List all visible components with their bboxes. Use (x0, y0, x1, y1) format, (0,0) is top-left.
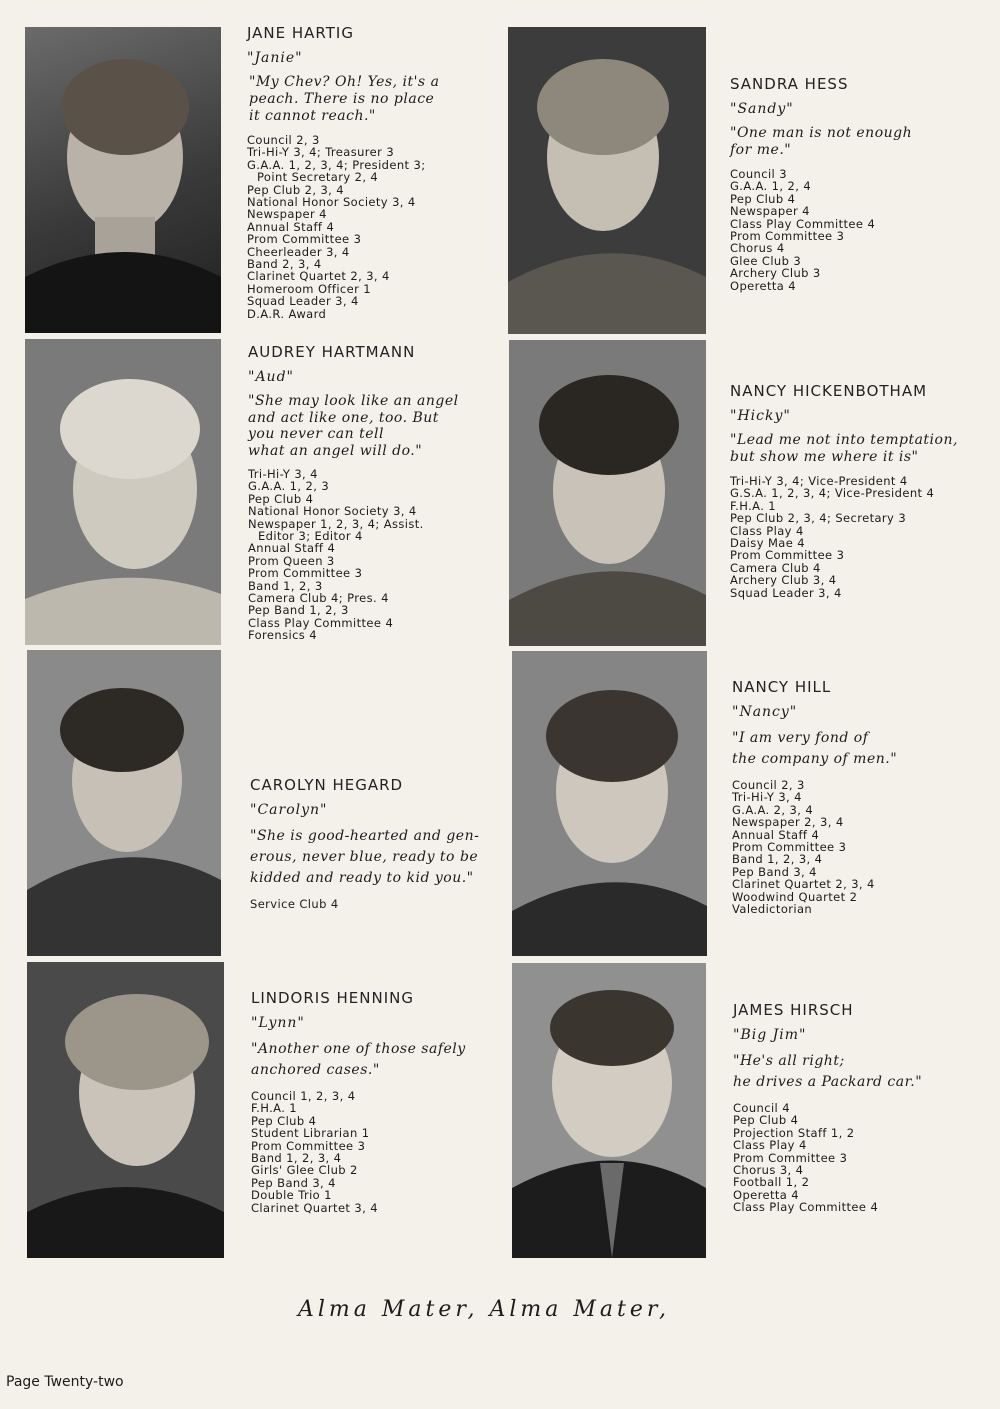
activity-item: G.A.A. 2, 3, 4 (732, 802, 814, 817)
activity-item: Class Play 4 (733, 1138, 807, 1153)
activity-item: Class Play Committee 4 (248, 615, 394, 630)
activities-list (730, 168, 980, 292)
activity-item: Clarinet Quartet 3, 4 (251, 1200, 378, 1215)
activity-item: Projection Staff 1, 2 (733, 1125, 855, 1140)
activity-item: Valedictorian (732, 902, 813, 917)
activity-item: Glee Club 3 (730, 253, 802, 268)
activity-item: Newspaper 4 (247, 207, 327, 222)
activity-item: Tri-Hi-Y 3, 4; Treasurer 3 (247, 145, 395, 160)
activity-item: F.H.A. 1 (730, 498, 777, 513)
activities-list (732, 779, 982, 915)
activity-item: Pep Band 3, 4 (251, 1175, 336, 1190)
portrait-silhouette (512, 963, 706, 1258)
student-entry-nancy-hill (732, 678, 982, 915)
activity-item: Newspaper 1, 2, 3, 4; Assist. (248, 516, 424, 531)
portrait-silhouette (25, 27, 221, 333)
activity-item: Cheerleader 3, 4 (247, 244, 350, 259)
portrait-silhouette (25, 339, 221, 645)
activity-item: Camera Club 4; Pres. 4 (248, 591, 389, 606)
page-number: Page Twenty-two (6, 1374, 124, 1390)
activity-item: Tri-Hi-Y 3, 4; Vice-President 4 (730, 474, 908, 488)
activities-list (251, 1090, 501, 1214)
portrait-nancy-hill (512, 651, 707, 956)
activity-item: F.H.A. 1 (251, 1101, 298, 1116)
portrait-carolyn-hegard (27, 650, 221, 956)
activity-item: Prom Queen 3 (248, 553, 335, 568)
student-entry-sandra-hess (730, 75, 980, 292)
activity-item: Annual Staff 4 (247, 219, 335, 234)
activity-item: Archery Club 3 (730, 266, 821, 281)
activity-item: G.A.A. 1, 2, 4 (730, 179, 812, 194)
student-entry-carolyn-hegard (250, 776, 500, 910)
student-name: AUDREY HARTMANN (248, 343, 416, 361)
portrait-audrey-hartmann (25, 339, 221, 645)
activity-item: Council 1, 2, 3, 4 (251, 1089, 356, 1103)
student-quote: "She may look like an angel and act like one, too. But you never can tell what an angel will do." (248, 393, 459, 459)
student-name: NANCY HILL (732, 678, 832, 696)
activities-list (733, 1102, 983, 1214)
activity-item: G.A.A. 1, 2, 3 (248, 479, 330, 494)
portrait-jane-hartig (25, 27, 221, 333)
student-nickname: "Big Jim" (733, 1027, 807, 1043)
activity-item: Council 4 (733, 1101, 790, 1115)
activity-item: Clarinet Quartet 2, 3, 4 (732, 877, 875, 892)
activity-item: Chorus 3, 4 (733, 1163, 804, 1178)
activity-item: Pep Club 4 (730, 191, 796, 206)
activity-item: Band 1, 2, 3, 4 (732, 852, 823, 867)
activity-item: Class Play Committee 4 (730, 216, 876, 231)
student-quote: "He's all right; he drives a Packard car." (733, 1053, 923, 1090)
activities-list (250, 898, 500, 910)
student-nickname: "Nancy" (732, 704, 798, 720)
activity-item: Council 2, 3 (247, 133, 320, 147)
activity-item: Prom Committee 3 (248, 566, 363, 581)
activity-item: Newspaper 4 (730, 204, 810, 219)
student-entry-lindoris-henning (251, 989, 501, 1214)
activity-item: Tri-Hi-Y 3, 4 (732, 790, 802, 805)
activity-item: Girls' Glee Club 2 (251, 1163, 358, 1178)
student-name: JANE HARTIG (247, 24, 354, 42)
activity-item: Operetta 4 (730, 278, 797, 293)
activity-item: Forensics 4 (248, 628, 317, 643)
student-nickname: "Carolyn" (250, 802, 328, 818)
portrait-lindoris-henning (27, 962, 224, 1258)
student-nickname: "Sandy" (730, 101, 794, 117)
activity-item: Archery Club 3, 4 (730, 573, 837, 588)
activity-item: Class Play Committee 4 (733, 1200, 879, 1215)
activity-item: Prom Committee 3 (730, 229, 845, 244)
student-entry-nancy-hickenbotham (730, 382, 992, 599)
activity-item: Band 1, 2, 3 (248, 578, 323, 593)
student-entry-jane-hartig (247, 24, 497, 320)
student-name: JAMES HIRSCH (733, 1001, 854, 1019)
activity-item: Student Librarian 1 (251, 1126, 370, 1141)
activity-item: Pep Club 2, 3, 4 (247, 182, 344, 197)
student-nickname: "Janie" (247, 50, 303, 66)
portrait-silhouette (512, 651, 707, 956)
student-entry-james-hirsch (733, 1001, 983, 1214)
activity-item: Football 1, 2 (733, 1175, 810, 1190)
activity-item: Service Club 4 (250, 897, 339, 911)
student-quote: "Lead me not into temptation, but show me where it is" (730, 432, 958, 465)
activity-item: Squad Leader 3, 4 (730, 585, 842, 600)
activity-item: Daisy Mae 4 (730, 536, 805, 551)
activity-item: Homeroom Officer 1 (247, 281, 372, 296)
alma-mater-motto: Alma Mater, Alma Mater, (298, 1297, 670, 1322)
student-nickname: "Hicky" (730, 408, 791, 424)
student-name: SANDRA HESS (730, 75, 849, 93)
activity-item: Prom Committee 3 (732, 840, 847, 855)
activity-item: D.A.R. Award (247, 306, 327, 321)
activity-item: Squad Leader 3, 4 (247, 294, 359, 309)
portrait-silhouette (509, 340, 706, 646)
activity-item: Pep Band 1, 2, 3 (248, 603, 349, 618)
activity-item: Double Trio 1 (251, 1188, 332, 1203)
activity-item: G.S.A. 1, 2, 3, 4; Vice-President 4 (730, 486, 935, 501)
student-nickname: "Aud" (248, 369, 294, 385)
activities-list (248, 468, 498, 642)
activity-item: Annual Staff 4 (732, 827, 820, 842)
student-quote: "One man is not enough for me." (730, 125, 913, 158)
student-quote: "She is good-hearted and gen- erous, never blue, ready to be kidded and ready to kid you." (250, 828, 480, 886)
student-nickname: "Lynn" (251, 1015, 305, 1031)
activities-list (730, 475, 992, 599)
portrait-silhouette (27, 962, 224, 1258)
activity-item: Annual Staff 4 (248, 541, 336, 556)
portrait-james-hirsch (512, 963, 706, 1258)
student-name: CAROLYN HEGARD (250, 776, 404, 794)
activity-item: Band 1, 2, 3, 4 (251, 1151, 342, 1166)
student-entry-audrey-hartmann (248, 343, 498, 642)
activity-item: G.A.A. 1, 2, 3, 4; President 3; (247, 157, 426, 172)
activity-item: Prom Committee 3 (733, 1150, 848, 1165)
activity-item: Newspaper 2, 3, 4 (732, 815, 844, 830)
activity-item: Prom Committee 3 (251, 1138, 366, 1153)
activity-item: Operetta 4 (733, 1187, 800, 1202)
activity-item: Prom Committee 3 (247, 232, 362, 247)
portrait-sandra-hess (508, 27, 706, 334)
activity-item: Class Play 4 (730, 523, 804, 538)
activity-item: Prom Committee 3 (730, 548, 845, 563)
activity-item: Editor 3; Editor 4 (258, 529, 363, 544)
activities-list (247, 134, 497, 320)
activity-item: Pep Band 3, 4 (732, 864, 817, 879)
activity-item: Pep Club 4 (733, 1113, 799, 1128)
activity-item: Pep Club 4 (251, 1113, 317, 1128)
activity-item: Woodwind Quartet 2 (732, 889, 858, 904)
portrait-silhouette (508, 27, 706, 334)
activity-item: Tri-Hi-Y 3, 4 (248, 467, 318, 481)
activity-item: Council 2, 3 (732, 778, 805, 792)
student-quote: "I am very fond of the company of men." (732, 730, 898, 767)
activity-item: Point Secretary 2, 4 (257, 170, 379, 185)
activity-item: Council 3 (730, 167, 787, 181)
student-quote: "Another one of those safely anchored cases." (251, 1041, 466, 1078)
portrait-silhouette (27, 650, 221, 956)
student-quote: "My Chev? Oh! Yes, it's a peach. There is no place it cannot reach." (249, 74, 440, 124)
activity-item: Pep Club 2, 3, 4; Secretary 3 (730, 511, 907, 526)
student-name: NANCY HICKENBOTHAM (730, 382, 928, 400)
student-name: LINDORIS HENNING (251, 989, 414, 1007)
activity-item: Chorus 4 (730, 241, 785, 256)
activity-item: National Honor Society 3, 4 (248, 504, 417, 519)
portrait-nancy-hickenbotham (509, 340, 706, 646)
activity-item: National Honor Society 3, 4 (247, 195, 416, 210)
activity-item: Clarinet Quartet 2, 3, 4 (247, 269, 390, 284)
activity-item: Band 2, 3, 4 (247, 257, 322, 272)
activity-item: Camera Club 4 (730, 560, 821, 575)
activity-item: Pep Club 4 (248, 491, 314, 506)
